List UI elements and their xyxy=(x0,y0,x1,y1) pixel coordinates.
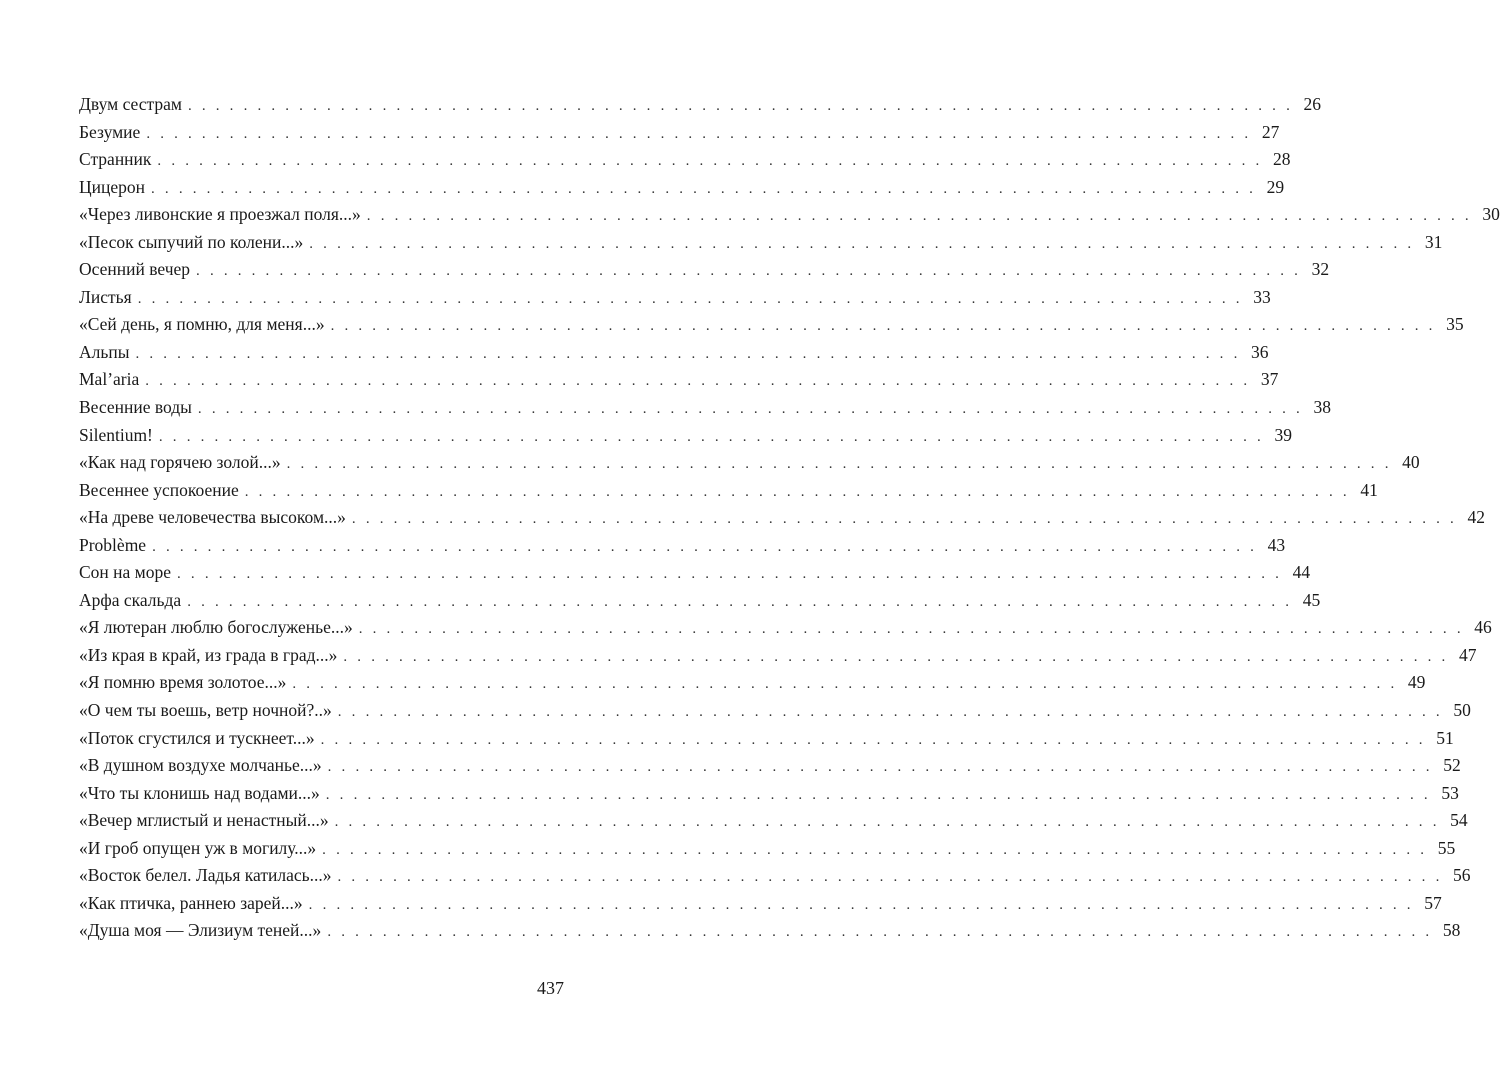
dot-leader: . . . . . . . . . . . . . . . . . . . . . . . . . . . . . . . . . . . . . . . . . . . . . . . . . . . . . . . . . . . . . . . . . . . . . . . . . . . . . . . . xyxy=(152,538,1258,555)
toc-entry-page: 54 xyxy=(1450,810,1468,831)
toc-entry-title: «О чем ты воешь, ветр ночной?..» xyxy=(79,700,332,721)
dot-leader: . . . . . . . . . . . . . . . . . . . . . . . . . . . . . . . . . . . . . . . . . . . . . . . . . . . . . . . . . . . . . . . . . . . . . . . . . . . . . . . . xyxy=(325,786,1431,803)
toc-entry-page: 36 xyxy=(1251,341,1269,362)
dot-leader: . . . . . . . . . . . . . . . . . . . . . . . . . . . . . . . . . . . . . . . . . . . . . . . . . . . . . . . . . . . . . . . . . . . . . . . . . . . . . . . . xyxy=(320,731,1426,748)
dot-leader: . . . . . . . . . . . . . . . . . . . . . . . . . . . . . . . . . . . . . . . . . . . . . . . . . . . . . . . . . . . . . . . . . . . . . . . . . . . . . . . . xyxy=(137,290,1243,307)
toc-entry xyxy=(79,91,1322,119)
toc-entry-page: 39 xyxy=(1274,424,1292,445)
toc-entry-title: «Душа моя — Элизиум теней...» xyxy=(79,920,322,941)
toc-entry-title: «В душном воздухе молчанье...» xyxy=(79,755,322,776)
toc-entry-page: 58 xyxy=(1442,920,1461,941)
toc-entry xyxy=(79,284,1271,312)
toc-entry-page: 33 xyxy=(1253,286,1271,307)
toc-entry-title: Осенний вечер xyxy=(79,259,191,280)
dot-leader: . . . . . . . . . . . . . . . . . . . . . . . . . . . . . . . . . . . . . . . . . . . . . . . . . . . . . . . . . . . . . . . . . . . . . . . . . . . . . . . . xyxy=(177,566,1283,583)
toc-entry xyxy=(79,532,1286,560)
dot-leader: . . . . . . . . . . . . . . . . . . . . . . . . . . . . . . . . . . . . . . . . . . . . . . . . . . . . . . . . . . . . . . . . . . . . . . . . . . . . . . . . xyxy=(322,841,1428,858)
toc-entry xyxy=(79,752,1461,780)
toc-entry xyxy=(79,311,1464,339)
toc-entry-title: Альпы xyxy=(79,341,130,362)
toc-entry-title: Безумие xyxy=(79,121,141,142)
toc-entry-title: Двум сестрам xyxy=(79,94,182,114)
table-of-contents xyxy=(79,91,1500,945)
toc-entry-page: 55 xyxy=(1437,837,1456,858)
toc-entry-title: «Как над горячею золой...» xyxy=(79,452,281,473)
toc-entry-page: 53 xyxy=(1441,782,1459,803)
dot-leader: . . . . . . . . . . . . . . . . . . . . . . . . . . . . . . . . . . . . . . . . . . . . . . . . . . . . . . . . . . . . . . . . . . . . . . . . . . . . . . . . xyxy=(358,621,1464,638)
toc-entry xyxy=(79,780,1459,808)
toc-entry-page: 28 xyxy=(1272,149,1291,170)
toc-entry-page: 30 xyxy=(1482,204,1500,225)
dot-leader: . . . . . . . . . . . . . . . . . . . . . . . . . . . . . . . . . . . . . . . . . . . . . . . . . . . . . . . . . . . . . . . . . . . . . . . . . . . . . . . . xyxy=(337,704,1443,721)
toc-entry xyxy=(79,504,1485,532)
toc-entry xyxy=(79,559,1311,587)
toc-entry-title: Цицерон xyxy=(79,176,146,197)
toc-entry-title: Странник xyxy=(79,149,152,170)
dot-leader: . . . . . . . . . . . . . . . . . . . . . . . . . . . . . . . . . . . . . . . . . . . . . . . . . . . . . . . . . . . . . . . . . . . . . . . . . . . . . . . . xyxy=(334,814,1440,831)
toc-entry-page: 46 xyxy=(1474,617,1492,638)
toc-entry-page: 37 xyxy=(1260,369,1279,390)
dot-leader: . . . . . . . . . . . . . . . . . . . . . . . . . . . . . . . . . . . . . . . . . . . . . . . . . . . . . . . . . . . . . . . . . . . . . . . . . . . . . . . . xyxy=(343,648,1449,665)
toc-entry-page: 40 xyxy=(1402,452,1420,473)
toc-entry-page: 45 xyxy=(1302,589,1321,610)
toc-entry xyxy=(79,422,1292,450)
toc-entry xyxy=(79,587,1321,615)
dot-leader: . . . . . . . . . . . . . . . . . . . . . . . . . . . . . . . . . . . . . . . . . . . . . . . . . . . . . . . . . . . . . . . . . . . . . . . . . . . . . . . . xyxy=(366,208,1472,225)
dot-leader: . . . . . . . . . . . . . . . . . . . . . . . . . . . . . . . . . . . . . . . . . . . . . . . . . . . . . . . . . . . . . . . . . . . . . . . . . . . . . . . . xyxy=(146,125,1252,142)
dot-leader: . . . . . . . . . . . . . . . . . . . . . . . . . . . . . . . . . . . . . . . . . . . . . . . . . . . . . . . . . . . . . . . . . . . . . . . . . . . . . . . . xyxy=(244,483,1350,500)
toc-entry xyxy=(79,697,1471,725)
toc-entry-title: Problème xyxy=(79,534,147,555)
dot-leader: . . . . . . . . . . . . . . . . . . . . . . . . . . . . . . . . . . . . . . . . . . . . . . . . . . . . . . . . . . . . . . . . . . . . . . . . . . . . . . . . xyxy=(157,153,1263,170)
toc-entry-title: «Песок сыпучий по колени...» xyxy=(79,231,304,252)
toc-entry-page: 51 xyxy=(1436,727,1454,748)
toc-entry xyxy=(79,669,1426,697)
dot-leader: . . . . . . . . . . . . . . . . . . . . . . . . . . . . . . . . . . . . . . . . . . . . . . . . . . . . . . . . . . . . . . . . . . . . . . . . . . . . . . . . xyxy=(187,593,1293,610)
toc-entry-title: «Вечер мглистый и ненастный...» xyxy=(79,810,329,831)
toc-entry xyxy=(79,917,1461,945)
dot-leader: . . . . . . . . . . . . . . . . . . . . . . . . . . . . . . . . . . . . . . . . . . . . . . . . . . . . . . . . . . . . . . . . . . . . . . . . . . . . . . . . xyxy=(197,401,1303,418)
toc-entry-title: «На древе человечества высоком...» xyxy=(79,507,346,528)
toc-entry-page: 38 xyxy=(1313,397,1331,418)
toc-entry xyxy=(79,835,1456,863)
dot-leader: . . . . . . . . . . . . . . . . . . . . . . . . . . . . . . . . . . . . . . . . . . . . . . . . . . . . . . . . . . . . . . . . . . . . . . . . . . . . . . . . xyxy=(187,98,1294,114)
toc-entry-title: Листья xyxy=(79,286,132,307)
toc-entry-page: 47 xyxy=(1458,644,1477,665)
toc-entry-title: «Из края в край, из града в град...» xyxy=(79,644,338,665)
toc-entry-page: 35 xyxy=(1446,314,1464,335)
toc-entry xyxy=(79,366,1279,394)
dot-leader: . . . . . . . . . . . . . . . . . . . . . . . . . . . . . . . . . . . . . . . . . . . . . . . . . . . . . . . . . . . . . . . . . . . . . . . . . . . . . . . . xyxy=(351,511,1457,528)
dot-leader: . . . . . . . . . . . . . . . . . . . . . . . . . . . . . . . . . . . . . . . . . . . . . . . . . . . . . . . . . . . . . . . . . . . . . . . . . . . . . . . . xyxy=(151,180,1257,197)
dot-leader: . . . . . . . . . . . . . . . . . . . . . . . . . . . . . . . . . . . . . . . . . . . . . . . . . . . . . . . . . . . . . . . . . . . . . . . . . . . . . . . . xyxy=(158,428,1264,445)
toc-entry xyxy=(79,642,1477,670)
toc-entry-title: «Сей день, я помню, для меня...» xyxy=(79,314,325,335)
dot-leader: . . . . . . . . . . . . . . . . . . . . . . . . . . . . . . . . . . . . . . . . . . . . . . . . . . . . . . . . . . . . . . . . . . . . . . . . . . . . . . . . xyxy=(327,924,1433,941)
toc-entry-page: 31 xyxy=(1424,231,1443,252)
toc-entry-page: 52 xyxy=(1443,755,1461,776)
page-number: 437 xyxy=(537,978,564,998)
toc-entry xyxy=(79,890,1442,918)
dot-leader: . . . . . . . . . . . . . . . . . . . . . . . . . . . . . . . . . . . . . . . . . . . . . . . . . . . . . . . . . . . . . . . . . . . . . . . . . . . . . . . . xyxy=(135,345,1241,362)
toc-entry-page: 41 xyxy=(1360,479,1378,500)
dot-leader: . . . . . . . . . . . . . . . . . . . . . . . . . . . . . . . . . . . . . . . . . . . . . . . . . . . . . . . . . . . . . . . . . . . . . . . . . . . . . . . . xyxy=(145,373,1251,390)
toc-entry-page: 56 xyxy=(1453,865,1471,886)
toc-entry xyxy=(79,174,1285,202)
toc-entry xyxy=(79,394,1331,422)
toc-entry-page: 42 xyxy=(1467,507,1485,528)
toc-entry-page: 27 xyxy=(1261,121,1280,142)
toc-entry xyxy=(79,201,1500,229)
toc-entry-title: «Через ливонские я проезжал поля...» xyxy=(79,204,361,225)
toc-entry xyxy=(79,614,1492,642)
toc-entry xyxy=(79,807,1468,835)
toc-entry-page: 43 xyxy=(1267,534,1286,555)
toc-entry xyxy=(79,449,1420,477)
toc-entry-title: «Я лютеран люблю богослуженье...» xyxy=(79,617,353,638)
toc-entry-title: «И гроб опущен уж в могилу...» xyxy=(79,837,317,858)
toc-entry-page: 49 xyxy=(1407,672,1426,693)
toc-entry xyxy=(79,339,1269,367)
toc-entry-page: 50 xyxy=(1453,700,1471,721)
toc-entry-title: «Восток белел. Ладья катилась...» xyxy=(79,865,332,886)
dot-leader: . . . . . . . . . . . . . . . . . . . . . . . . . . . . . . . . . . . . . . . . . . . . . . . . . . . . . . . . . . . . . . . . . . . . . . . . . . . . . . . . xyxy=(309,235,1415,252)
toc-entry-title: Сон на море xyxy=(79,562,172,583)
toc-entry xyxy=(79,862,1471,890)
toc-entry-page: 57 xyxy=(1424,892,1442,913)
dot-leader: . . . . . . . . . . . . . . . . . . . . . . . . . . . . . . . . . . . . . . . . . . . . . . . . . . . . . . . . . . . . . . . . . . . . . . . . . . . . . . . . xyxy=(308,896,1414,913)
toc-entry-title: Весеннее успокоение xyxy=(79,479,239,500)
toc-entry xyxy=(79,477,1378,505)
toc-entry-title: Арфа скальда xyxy=(79,589,182,610)
dot-leader: . . . . . . . . . . . . . . . . . . . . . . . . . . . . . . . . . . . . . . . . . . . . . . . . . . . . . . . . . . . . . . . . . . . . . . . . . . . . . . . . xyxy=(330,318,1436,335)
toc-entry-title: Mal’aria xyxy=(79,369,140,390)
dot-leader: . . . . . . . . . . . . . . . . . . . . . . . . . . . . . . . . . . . . . . . . . . . . . . . . . . . . . . . . . . . . . . . . . . . . . . . . . . . . . . . . xyxy=(196,263,1302,280)
toc-entry xyxy=(79,256,1330,284)
toc-entry-title: «Поток сгустился и тускнеет...» xyxy=(79,727,315,748)
toc-entry-title: Silentium! xyxy=(79,424,153,445)
toc-entry-page: 32 xyxy=(1311,259,1330,280)
dot-leader: . . . . . . . . . . . . . . . . . . . . . . . . . . . . . . . . . . . . . . . . . . . . . . . . . . . . . . . . . . . . . . . . . . . . . . . . . . . . . . . . xyxy=(286,456,1392,473)
dot-leader: . . . . . . . . . . . . . . . . . . . . . . . . . . . . . . . . . . . . . . . . . . . . . . . . . . . . . . . . . . . . . . . . . . . . . . . . . . . . . . . . xyxy=(337,869,1443,886)
toc-entry-page: 26 xyxy=(1303,94,1322,114)
toc-entry xyxy=(79,146,1291,174)
toc-entry xyxy=(79,725,1454,753)
toc-entry-title: «Что ты клонишь над водами...» xyxy=(79,782,320,803)
toc-entry-page: 44 xyxy=(1292,562,1311,583)
toc-entry-title: «Как птичка, раннею зарей...» xyxy=(79,892,303,913)
toc-entry xyxy=(79,119,1280,147)
toc-entry-title: «Я помню время золотое...» xyxy=(79,672,287,693)
toc-entry xyxy=(79,229,1443,257)
toc-entry-title: Весенние воды xyxy=(79,397,192,418)
dot-leader: . . . . . . . . . . . . . . . . . . . . . . . . . . . . . . . . . . . . . . . . . . . . . . . . . . . . . . . . . . . . . . . . . . . . . . . . . . . . . . . . xyxy=(292,676,1398,693)
dot-leader: . . . . . . . . . . . . . . . . . . . . . . . . . . . . . . . . . . . . . . . . . . . . . . . . . . . . . . . . . . . . . . . . . . . . . . . . . . . . . . . . xyxy=(327,759,1433,776)
toc-entry-page: 29 xyxy=(1266,176,1285,197)
